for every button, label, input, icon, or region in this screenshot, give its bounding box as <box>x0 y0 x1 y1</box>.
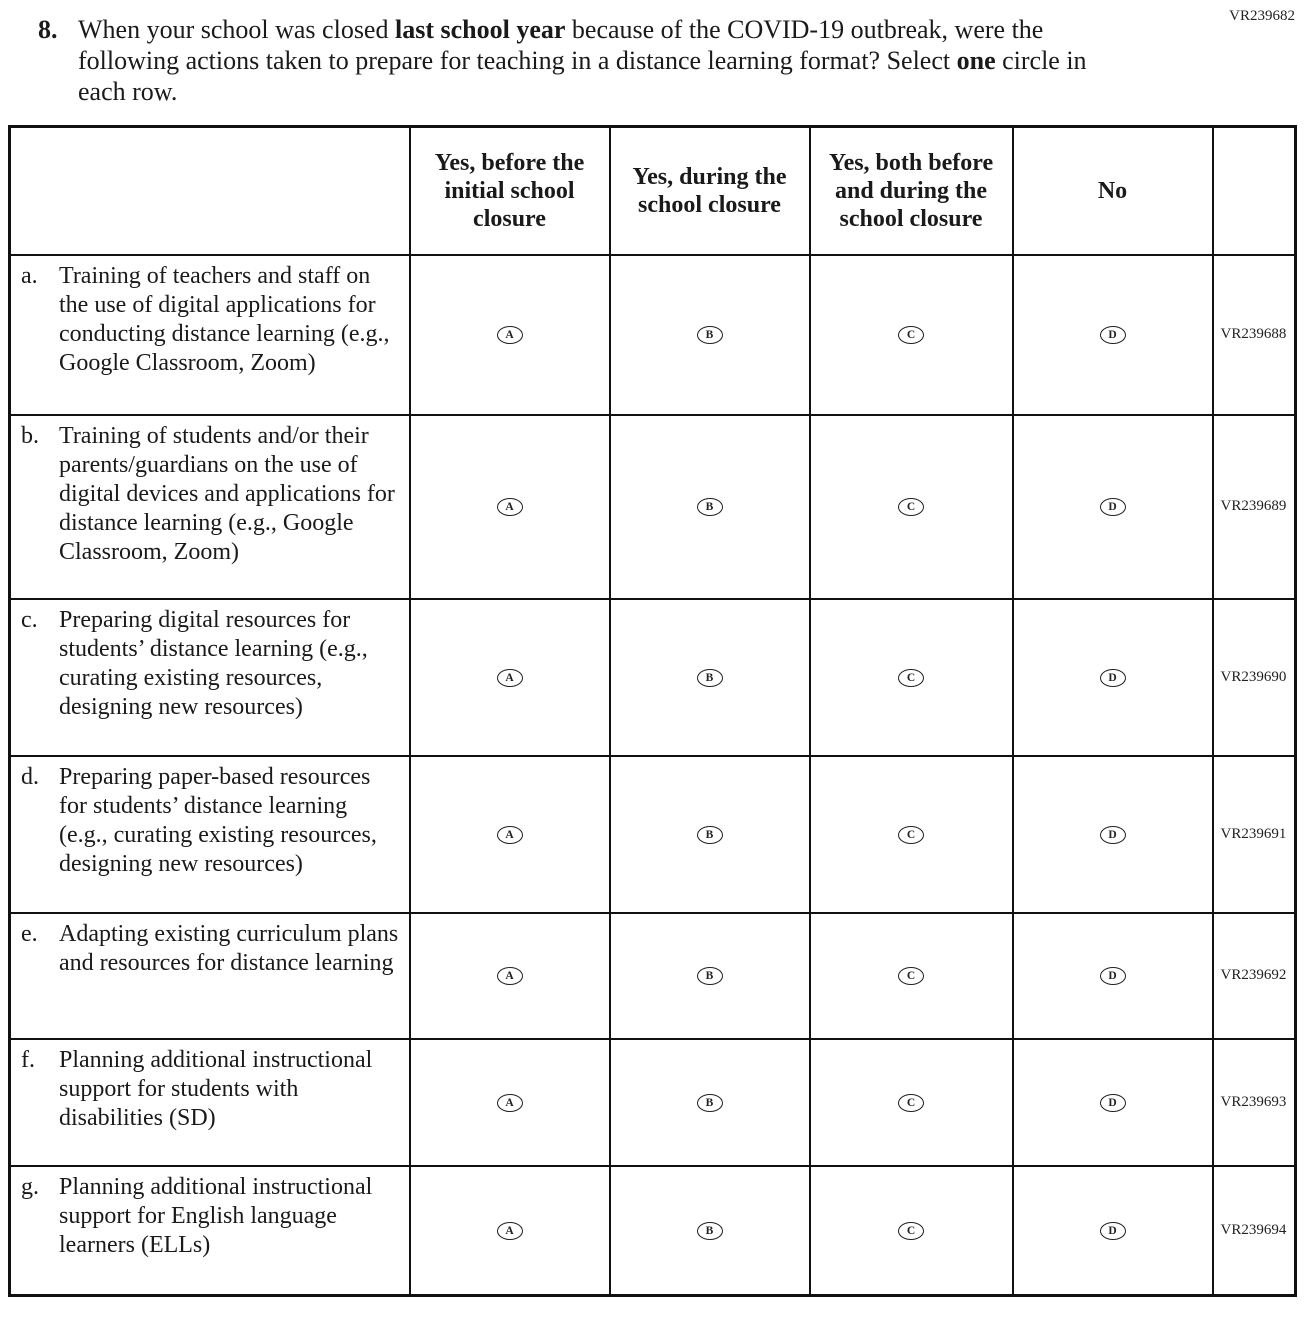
row-letter: f. <box>21 1046 35 1073</box>
option-bubble-b[interactable]: B <box>697 1222 723 1240</box>
table-row <box>10 913 1296 1039</box>
header-col-yes-before: Yes, before the initial school closure <box>410 127 610 255</box>
table-row <box>10 1039 1296 1166</box>
option-bubble-b[interactable]: B <box>697 826 723 844</box>
question-segment-bold: one <box>956 46 996 75</box>
row-code: VR239692 <box>1220 967 1287 983</box>
row-letter: e. <box>21 920 38 947</box>
option-bubble-c[interactable]: C <box>898 669 924 687</box>
row-label: Training of teachers and staff on the use of digital applications for conducting distance learning (e.g., Google Classroom, Zoom) <box>59 262 390 376</box>
page-code: VR239682 <box>1229 8 1295 24</box>
option-bubble-c[interactable]: C <box>898 326 924 344</box>
row-code: VR239694 <box>1220 1221 1287 1238</box>
header-col-yes-during: Yes, during the school closure <box>610 127 810 255</box>
row-code: VR239689 <box>1220 498 1287 514</box>
row-label: Planning additional instructional support for English language learners (ELLs) <box>59 1173 373 1258</box>
table-body <box>10 255 1296 1296</box>
row-code: VR239693 <box>1220 1093 1287 1110</box>
option-bubble-b[interactable]: B <box>697 967 723 985</box>
question-segment-bold: last school year <box>394 15 566 44</box>
row-letter: b. <box>21 422 39 449</box>
question-segment: because of the COVID-19 outbreak, were the following actions taken to prepare for teaching in a distance learning format? Select <box>78 15 1044 75</box>
option-bubble-b[interactable]: B <box>697 498 723 516</box>
question-table <box>8 125 1297 1297</box>
option-bubble-a[interactable]: A <box>497 326 523 344</box>
option-bubble-b[interactable]: B <box>697 1094 723 1112</box>
option-bubble-c[interactable]: C <box>898 1222 924 1240</box>
question-text <box>38 14 1299 107</box>
option-bubble-b[interactable]: B <box>697 326 723 344</box>
option-bubble-d[interactable]: D <box>1100 967 1126 985</box>
option-bubble-b[interactable]: B <box>697 669 723 687</box>
option-bubble-d[interactable]: D <box>1100 1222 1126 1240</box>
option-bubble-c[interactable]: C <box>898 498 924 516</box>
table-row <box>10 255 1296 415</box>
option-bubble-a[interactable]: A <box>497 669 523 687</box>
header-code-cell <box>1213 127 1296 255</box>
option-bubble-d[interactable]: D <box>1100 498 1126 516</box>
table-row <box>10 1166 1296 1296</box>
header-row <box>10 127 1296 255</box>
question-number: 8. <box>38 15 58 44</box>
row-label: Preparing paper-based resources for students’ distance learning (e.g., curating existing resources, designing new resources) <box>59 763 377 877</box>
option-bubble-c[interactable]: C <box>898 1094 924 1112</box>
row-label: Training of students and/or their parents/guardians on the use of digital devices and applications for distance learning (e.g., Google Classroom, Zoom) <box>59 422 395 565</box>
table-row <box>10 415 1296 599</box>
row-label: Preparing digital resources for students’ distance learning (e.g., curating existing resources, designing new resources) <box>59 606 368 720</box>
option-bubble-d[interactable]: D <box>1100 1094 1126 1112</box>
table-row <box>10 756 1296 913</box>
option-bubble-c[interactable]: C <box>898 967 924 985</box>
option-bubble-d[interactable]: D <box>1100 326 1126 344</box>
option-bubble-d[interactable]: D <box>1100 826 1126 844</box>
row-letter: d. <box>21 763 39 790</box>
row-label: Adapting existing curriculum plans and resources for distance learning <box>59 920 399 976</box>
header-col-no: No <box>1013 127 1213 255</box>
header-empty-cell <box>10 127 410 255</box>
option-bubble-a[interactable]: A <box>497 826 523 844</box>
question-segment: circle in each row. <box>78 46 1087 106</box>
row-code: VR239690 <box>1220 668 1287 685</box>
option-bubble-a[interactable]: A <box>497 498 523 516</box>
question-body <box>78 14 1108 107</box>
table-row <box>10 599 1296 756</box>
option-bubble-d[interactable]: D <box>1100 669 1126 687</box>
row-letter: a. <box>21 262 38 289</box>
row-code: VR239688 <box>1220 326 1287 342</box>
option-bubble-a[interactable]: A <box>497 967 523 985</box>
header-col-yes-both: Yes, both before and during the school closure <box>810 127 1013 255</box>
row-code: VR239691 <box>1220 825 1287 842</box>
row-letter: c. <box>21 606 38 633</box>
option-bubble-c[interactable]: C <box>898 826 924 844</box>
question-segment: When your school was closed <box>78 15 395 44</box>
option-bubble-a[interactable]: A <box>497 1094 523 1112</box>
row-label: Planning additional instructional support for students with disabilities (SD) <box>59 1046 373 1131</box>
row-letter: g. <box>21 1173 39 1200</box>
option-bubble-a[interactable]: A <box>497 1222 523 1240</box>
